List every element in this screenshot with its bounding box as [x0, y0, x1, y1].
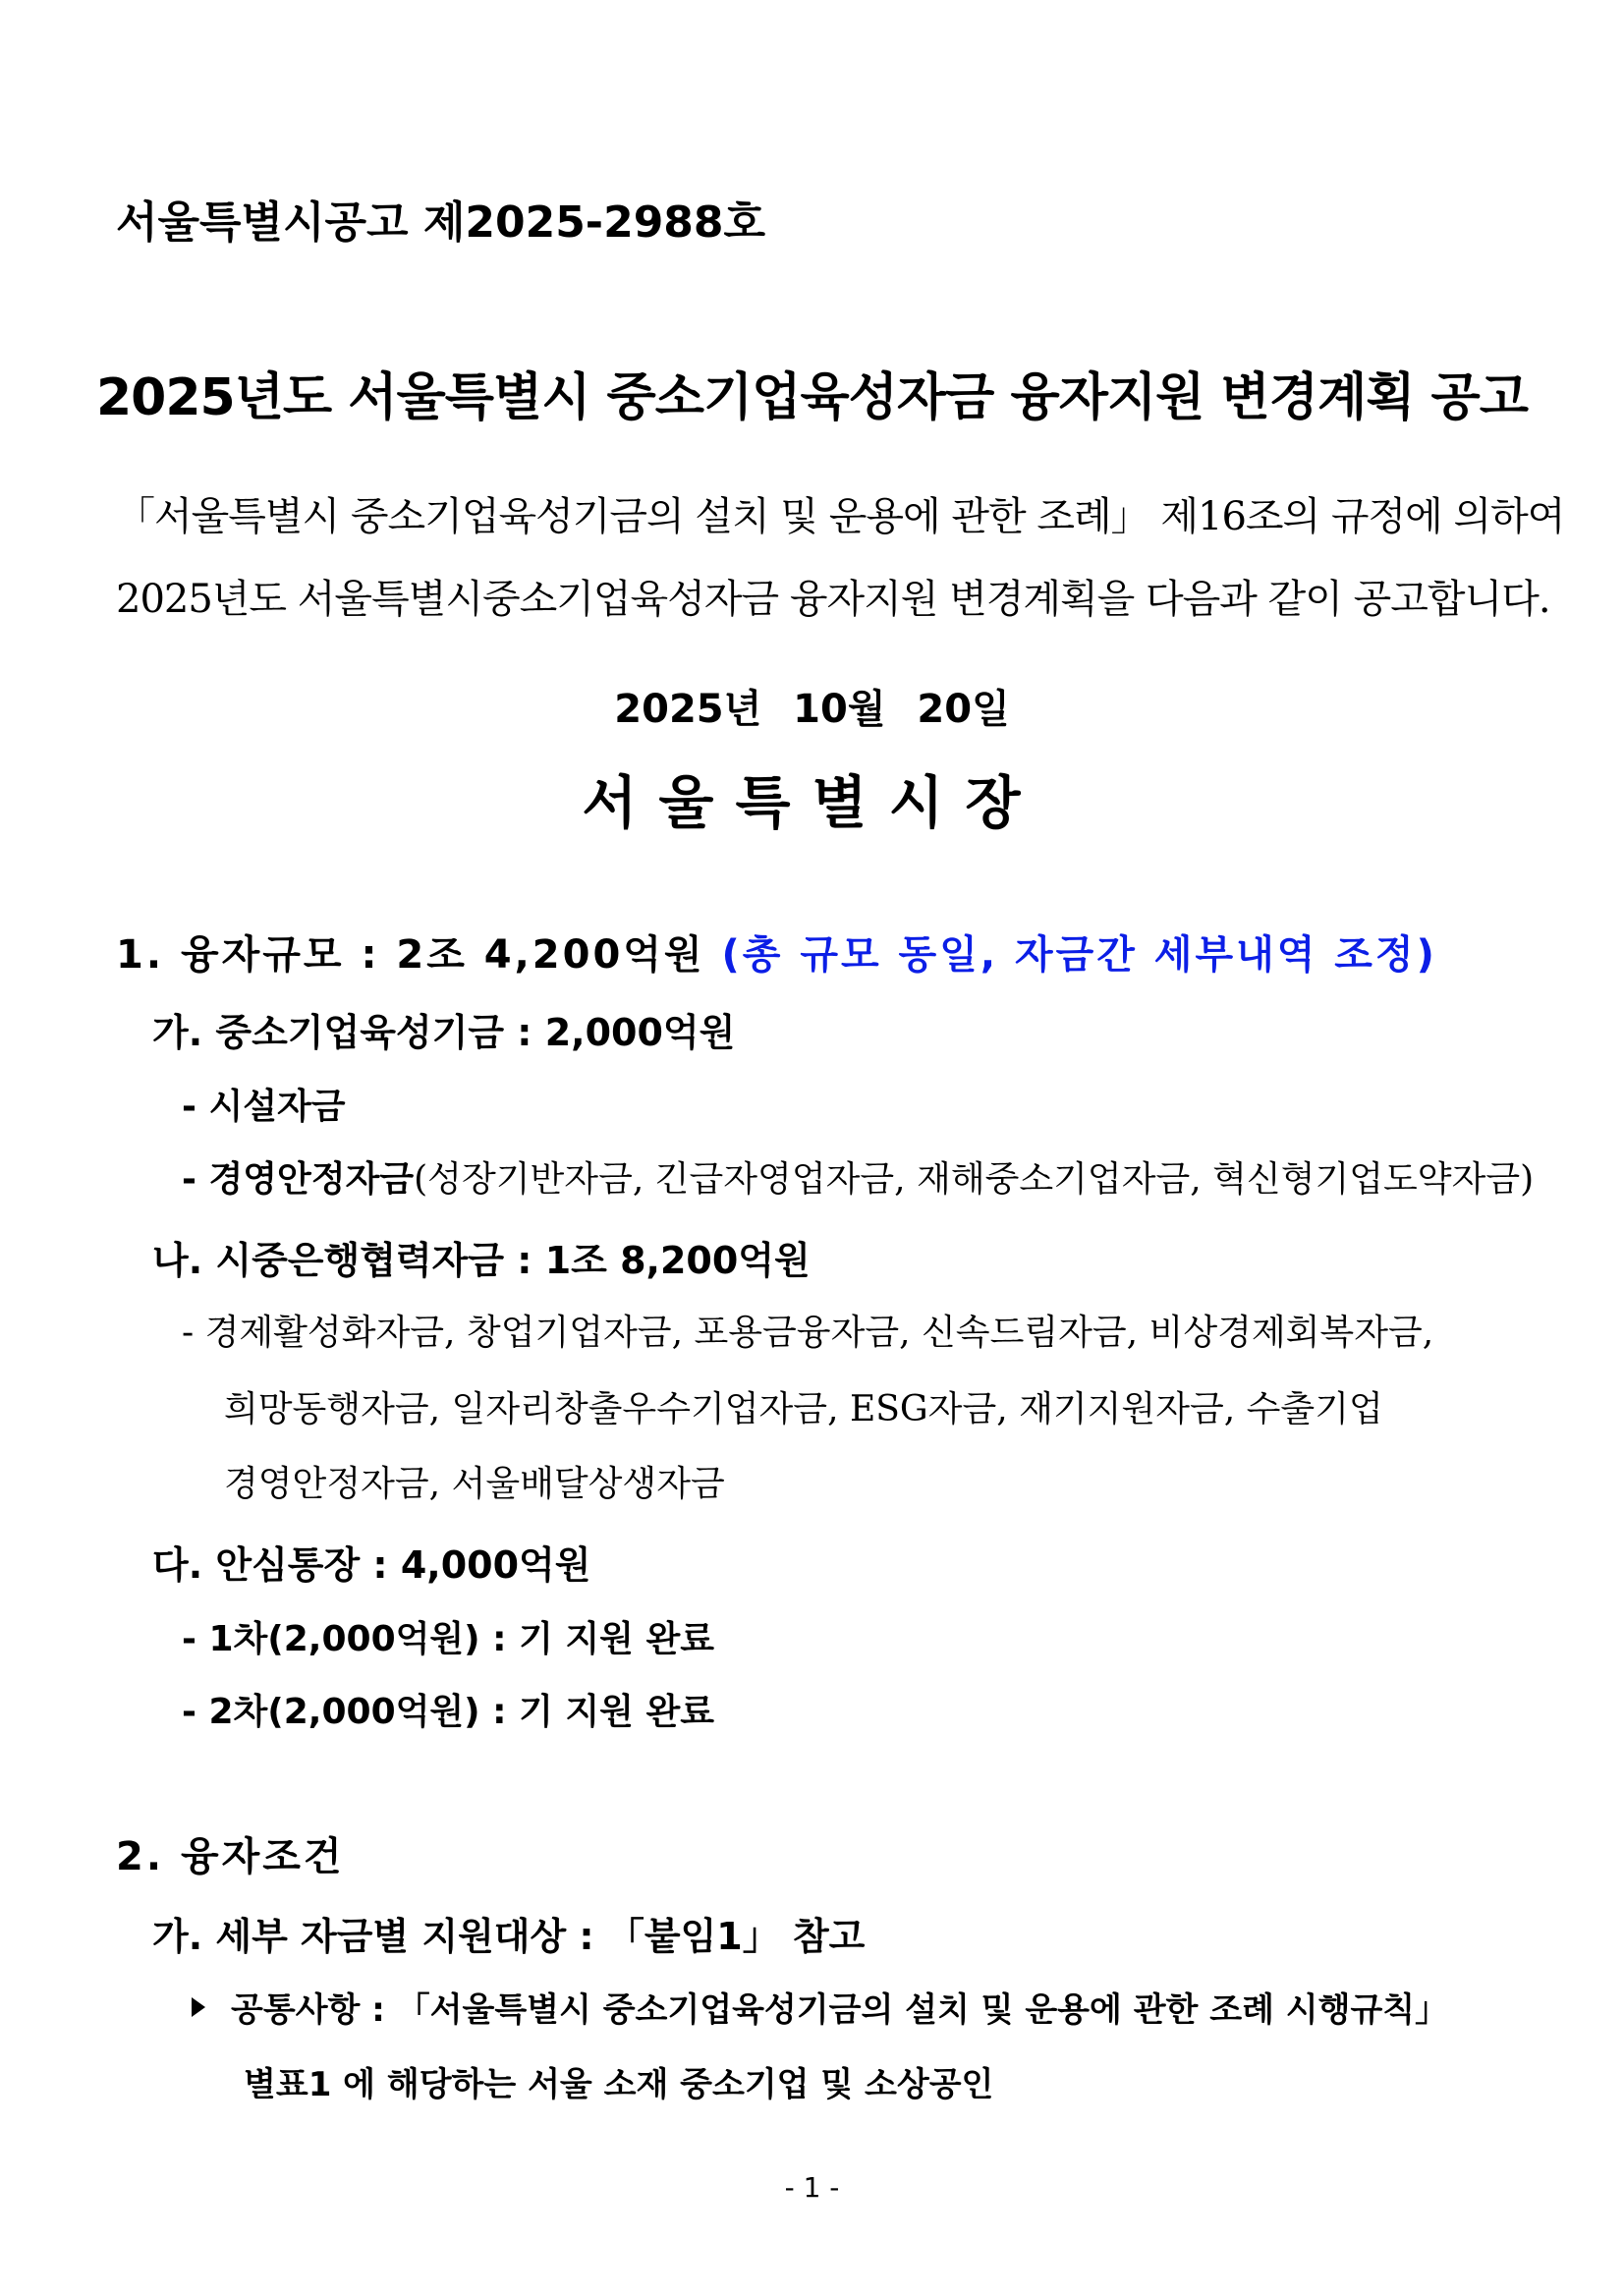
- intro-line-2: 2025년도 서울특별시중소기업육성자금 융자지원 변경계획을 다음과 같이 공고합니다.: [116, 577, 1550, 622]
- list-item-label: - 경영안정자금: [182, 1159, 415, 1200]
- section-1-heading: [116, 924, 1437, 980]
- issuer-name: 서울특별시장: [582, 769, 1042, 836]
- triangle-bullet-icon: [192, 1997, 205, 2017]
- list-item-continuation: 경영안정자금, 서울배달상생자금: [224, 1464, 725, 1504]
- section-1-da-heading: 다. 안심통장 : 4,000억원: [152, 1543, 591, 1587]
- common-requirements-continuation: 별표1 에 해당하는 서울 소재 중소기업 및 소상공인: [244, 2065, 994, 2104]
- list-item: - 1차(2,000억원) : 기 지원 완료: [182, 1619, 715, 1659]
- section-1-note: (총 규모 동일, 자금간 세부내역 조정): [721, 932, 1437, 978]
- section-1-ga-heading: 가. 중소기업육성기금 : 2,000억원: [152, 1011, 736, 1054]
- list-item-detail: (성장기반자금, 긴급자영업자금, 재해중소기업자금, 혁신형기업도약자금): [414, 1159, 1535, 1200]
- list-item: - 경제활성화자금, 창업기업자금, 포용금융자금, 신속드림자금, 비상경제회복자금,: [182, 1313, 1434, 1353]
- section-1-title: 1. 융자규모 : 2조 4,200억원: [116, 932, 705, 978]
- notice-number: 서울특별시공고 제2025-2988호: [116, 197, 766, 248]
- list-item-continuation: 희망동행자금, 일자리창출우수기업자금, ESG자금, 재기지원자금, 수출기업: [224, 1389, 1383, 1429]
- section-1-na-heading: 나. 시중은행협력자금 : 1조 8,200억원: [152, 1239, 811, 1282]
- section-2-heading: 2. 융자조건: [116, 1834, 345, 1879]
- intro-line-1: 「서울특별시 중소기업육성기금의 설치 및 운용에 관한 조례」 제16조의 규정에 의하여: [116, 494, 1565, 539]
- list-item: - 2차(2,000억원) : 기 지원 완료: [182, 1692, 715, 1732]
- list-item: [182, 1151, 1534, 1202]
- list-item-label: - 시설자금: [182, 1087, 346, 1127]
- list-item: [182, 1079, 346, 1129]
- common-requirements-text: 공통사항 : 「서울특별시 중소기업육성기금의 설치 및 운용에 관한 조례 시행규칙」: [231, 1990, 1449, 2030]
- common-requirements: [192, 1983, 1448, 2031]
- section-2-ga-heading: 가. 세부 자금별 지원대상 : 「붙임1」 참고: [152, 1915, 866, 1958]
- notice-date: 2025년 10월 20일: [614, 687, 1010, 732]
- document-title: 2025년도 서울특별시 중소기업육성자금 융자지원 변경계획 공고: [95, 368, 1529, 427]
- page-number: - 1 -: [784, 2171, 840, 2204]
